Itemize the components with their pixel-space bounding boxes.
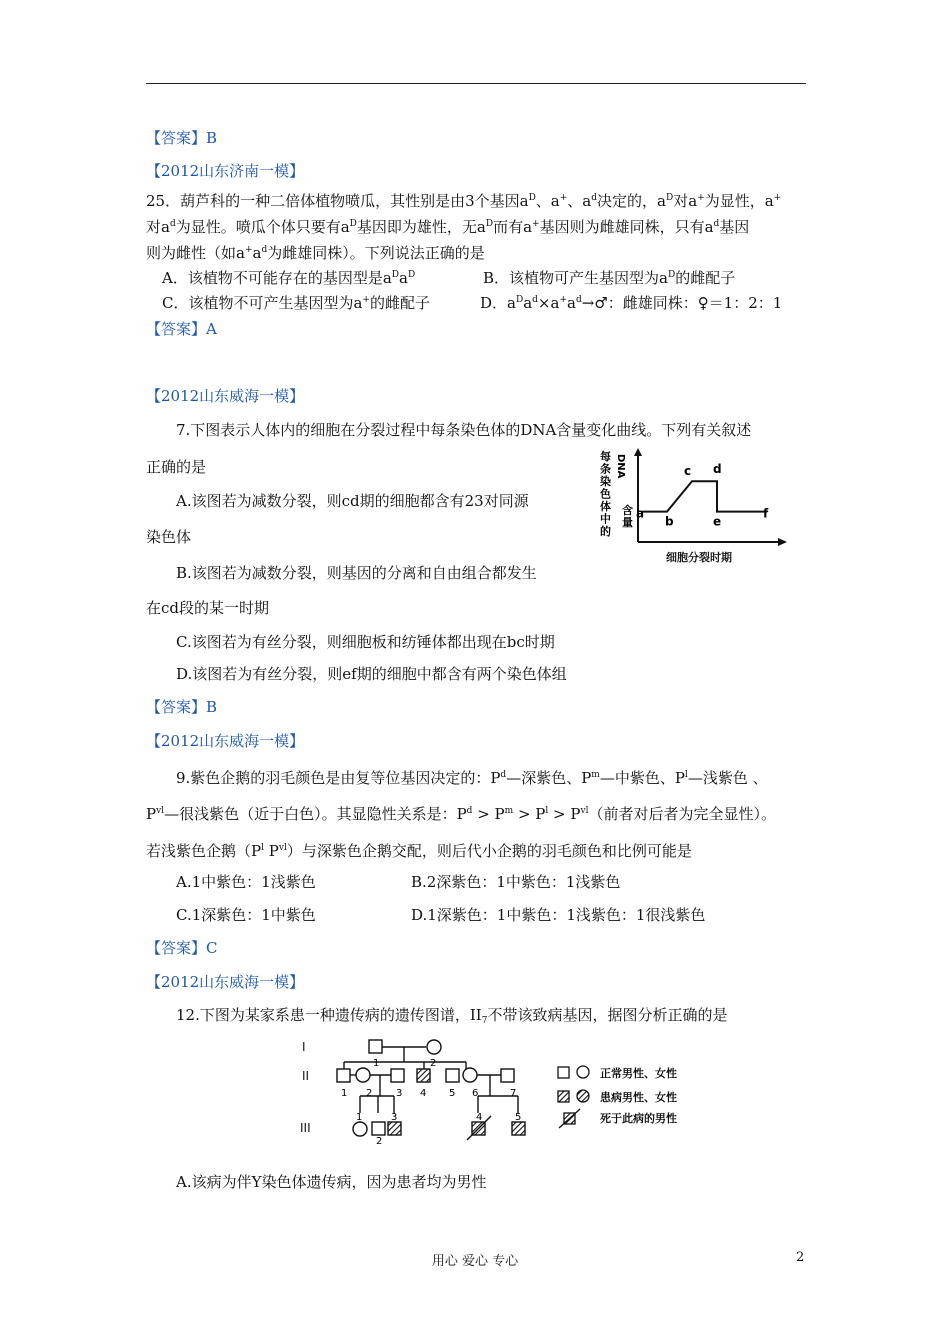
- source-label: 【2012山东威海一模】: [146, 973, 305, 991]
- y-axis-label-char: 量: [622, 516, 633, 529]
- normal-male-symbol: [391, 1069, 404, 1082]
- normal-female-symbol: [427, 1040, 441, 1054]
- answer-label: 【答案】B: [146, 698, 218, 716]
- y-axis-label: [600, 449, 633, 538]
- question-12-option-a: A.该病为伴Y染色体遗传病，因为患者均为男性: [176, 1173, 487, 1191]
- normal-male-symbol: [446, 1069, 459, 1082]
- question-25-option-a: A．该植物不可能存在的基因型是$a^Da^D$: [162, 269, 416, 287]
- question-7-line-1: 7.下图表示人体内的细胞在分裂过程中每条染色体的DNA含量变化曲线。下列有关叙述: [176, 421, 752, 439]
- individual-number: 5: [449, 1088, 456, 1099]
- question-7-option-b-2: 在cd段的某一时期: [146, 599, 270, 617]
- y-axis-label-char: 每: [600, 450, 611, 463]
- legend-affected-male: [558, 1091, 569, 1102]
- individual-number: 2: [430, 1058, 437, 1069]
- legend-dead-label: 死于此病的男性: [600, 1112, 677, 1125]
- point-label-b: b: [665, 514, 674, 529]
- generation-label: II: [302, 1069, 310, 1083]
- y-axis-label-dna: DNA: [615, 454, 626, 479]
- normal-female-symbol: [356, 1068, 370, 1082]
- individual-number: 2: [366, 1088, 373, 1099]
- question-9-option-d: D.1深紫色：1中紫色：1浅紫色：1很浅紫色: [411, 906, 706, 924]
- individual-number: 1: [356, 1112, 363, 1123]
- question-25-option-b: B．该植物可产生基因型为$a^D$的雌配子: [483, 269, 736, 287]
- y-axis-arrow: [634, 448, 642, 456]
- point-label-a: a: [636, 506, 645, 521]
- pedigree-chart: [296, 1036, 716, 1146]
- point-label-f: f: [763, 506, 769, 521]
- question-9-line-1: 9.紫色企鹅的羽毛颜色是由复等位基因决定的：$P^d—$深紫色、$P^m—$中紫色、$P^l—$浅紫色 、: [176, 769, 768, 787]
- individual-number: 6: [472, 1088, 479, 1099]
- y-axis-label-char: 的: [600, 525, 611, 538]
- question-9-option-b: B.2深紫色：1中紫色：1浅紫色: [411, 873, 621, 891]
- question-7-option-d: D.该图若为有丝分裂，则ef期的细胞中都含有两个染色体组: [176, 665, 567, 683]
- y-axis-label-char: 条: [600, 462, 611, 476]
- question-25-option-d: D．$a^Da^d\times a^+a^d\to♂$：雌雄同株：♀＝1：2：1: [480, 294, 783, 312]
- dna-curve: [642, 481, 767, 511]
- pedigree-lines: [344, 1047, 518, 1113]
- affected-male-symbol: [388, 1122, 401, 1135]
- normal-female-symbol: [463, 1068, 477, 1082]
- x-axis-label: 细胞分裂时期: [666, 551, 732, 564]
- y-axis-label-char: 中: [600, 512, 611, 526]
- y-axis-label-char: 体: [600, 500, 611, 513]
- individual-number: 4: [476, 1112, 483, 1123]
- question-25-option-c: C．该植物不可产生基因型为a+的雌配子: [162, 294, 430, 312]
- normal-male-symbol: [372, 1122, 385, 1135]
- footer-slogan: 用心 爱心 专心: [431, 1254, 519, 1269]
- point-label-c: c: [684, 464, 692, 479]
- page-number: 2: [796, 1250, 805, 1265]
- point-labels: [636, 462, 769, 528]
- answer-label: 【答案】C: [146, 939, 218, 957]
- legend-affected-label: 患病男性、女性: [600, 1091, 677, 1104]
- legend-normal-female: [577, 1066, 589, 1078]
- dna-content-chart: [598, 446, 790, 568]
- question-25-line-1: 25．葫芦科的一种二倍体植物喷瓜，其性别是由3个基因$a^D$、a+、$a^d$决定的，$a^D$对a+为显性，a+: [146, 192, 782, 210]
- point-label-e: e: [713, 514, 722, 529]
- individual-number: 3: [396, 1088, 403, 1099]
- normal-male-symbol: [337, 1069, 350, 1082]
- question-9-line-2: $P^{vl}—$很浅紫色（近于白色）。其显隐性关系是：$P^d > P^m > P^l > P^{vl}$（前者对后者为完全显性）。: [146, 805, 776, 823]
- legend-normal-label: 正常男性、女性: [600, 1067, 677, 1080]
- generation-label: I: [302, 1040, 306, 1054]
- normal-male-symbol: [501, 1069, 514, 1082]
- question-7-line-2: 正确的是: [146, 458, 207, 476]
- normal-male-symbol: [369, 1040, 382, 1053]
- question-25-line-2: 对$a^d$为显性。喷瓜个体只要有$a^D$基因即为雄性，无$a^D$而有a+基因则为雌雄同株，只有$a^d$基因: [146, 218, 750, 236]
- answer-label: 【答案】B: [146, 129, 218, 147]
- y-axis-label-char: 含: [622, 504, 633, 517]
- individual-number: 3: [391, 1112, 398, 1123]
- source-label: 【2012山东济南一模】: [146, 162, 305, 180]
- question-9-line-3: 若浅紫色企鹅（$P^l$ $P^{vl}$）与深紫色企鹅交配，则后代小企鹅的羽毛颜色和比例可能是: [146, 842, 692, 860]
- affected-male-symbol: [512, 1122, 525, 1135]
- individual-number: 5: [515, 1112, 522, 1123]
- point-label-d: d: [713, 462, 722, 477]
- individual-number: 4: [420, 1088, 427, 1099]
- individual-number: 1: [341, 1088, 348, 1099]
- question-9-option-c: C.1深紫色：1中紫色: [176, 906, 316, 924]
- normal-female-symbol: [353, 1122, 367, 1136]
- legend-affected-female: [577, 1090, 589, 1102]
- question-25-line-3: 则为雌性（如$a^+a^d$为雌雄同株）。下列说法正确的是: [146, 244, 485, 262]
- legend-normal-male: [558, 1067, 569, 1078]
- answer-label: 【答案】A: [146, 320, 217, 338]
- y-axis-label-char: 染: [600, 475, 611, 488]
- question-12-line-1: 12.下图为某家系患一种遗传病的遗传图谱，$II_7$不带该致病基因，据图分析正确的是: [176, 1006, 728, 1026]
- source-label: 【2012山东威海一模】: [146, 387, 305, 405]
- individual-number: 2: [376, 1136, 383, 1146]
- generation-label: III: [300, 1121, 311, 1135]
- question-7-option-a-1: A.该图若为减数分裂，则cd期的细胞都含有23对同源: [176, 492, 529, 510]
- x-axis-arrow: [778, 538, 787, 546]
- question-7-option-c: C.该图若为有丝分裂，则细胞板和纺锤体都出现在bc时期: [176, 633, 555, 651]
- individual-number: 7: [510, 1088, 517, 1099]
- question-7-option-a-2: 染色体: [146, 528, 192, 546]
- source-label: 【2012山东威海一模】: [146, 732, 305, 750]
- affected-male-symbol: [417, 1069, 430, 1082]
- individual-number: 1: [373, 1058, 380, 1069]
- header-rule: [146, 83, 806, 84]
- chart-axes: [634, 448, 787, 546]
- y-axis-label-char: 色: [600, 487, 611, 501]
- question-9-option-a: A.1中紫色：1浅紫色: [176, 873, 316, 891]
- question-7-option-b-1: B.该图若为减数分裂，则基因的分离和自由组合都发生: [176, 564, 537, 582]
